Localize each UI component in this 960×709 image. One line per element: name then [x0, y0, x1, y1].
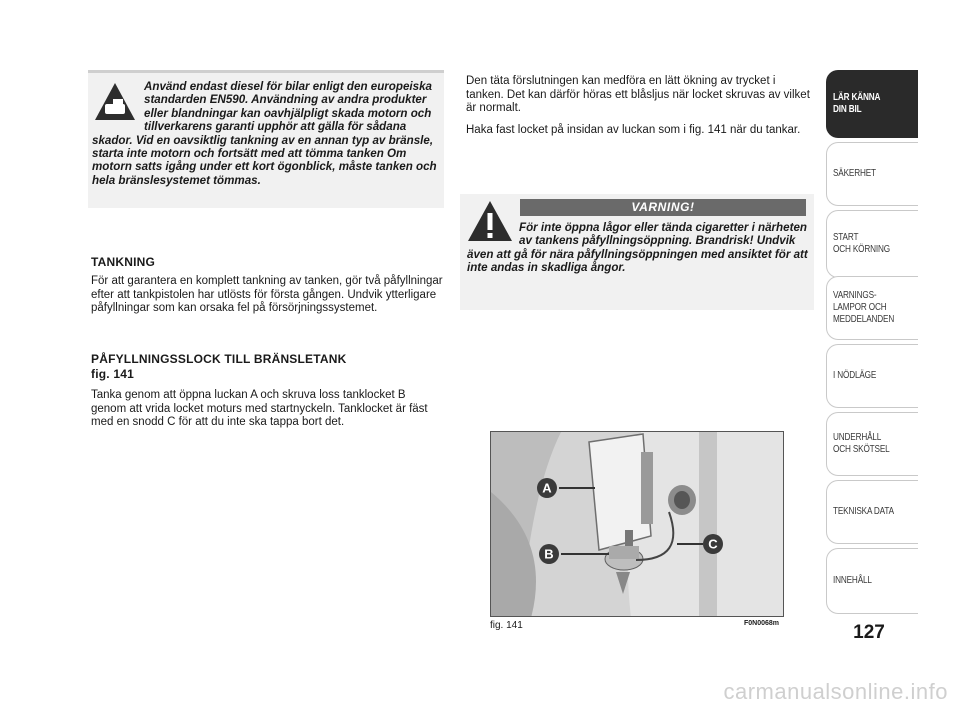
- tab-varningslampor[interactable]: [826, 276, 918, 340]
- tab-tekniska-data[interactable]: [826, 480, 918, 544]
- warning-text: För inte öppna lågor eller tända cigaretter i närheten av tankens påfyllningsöppning. Brandrisk! Undvik även att gå för nära påfyllningsöppningen med ansiktet för att inte andas in skadliga ångor.: [467, 221, 808, 275]
- tab-i-nodlage[interactable]: [826, 344, 918, 408]
- section-heading-fuel-cap: PÅFYLLNINGSSLOCK TILL BRÄNSLETANK: [91, 352, 347, 366]
- hook-cap-paragraph: Haka fast locket på insidan av luckan som i fig. 141 när du tankar.: [466, 124, 801, 136]
- section-heading-tankning: TANKNING: [91, 255, 156, 269]
- tab-underhall-och-skotsel[interactable]: [826, 412, 918, 476]
- fuel-note-text: Använd endast diesel för bilar enligt den europeiska standarden EN590. Användning av andra produkter eller blandningar kan oavhjälpligt skada motorn och tillverkarens garanti upphör att gälla för sådana skador. Vid en oavsiktlig tankning av en annan typ av bränsle, starta inte motorn och fortsätt med att tömma tanken Om motorn satts igång under ett kort ögonblick, måste tanken och hela bränslesystemet tömmas.: [92, 80, 437, 187]
- tab-sakerhet[interactable]: [826, 142, 918, 206]
- tab-label: I NÖDLÄGE: [833, 370, 877, 381]
- callout-a-label: A: [542, 480, 552, 496]
- callout-b-label: B: [544, 546, 554, 562]
- tab-label: INNEHÅLL: [833, 575, 872, 586]
- watermark: carmanualsonline.info: [723, 679, 948, 704]
- section-heading-fig-ref: fig. 141: [91, 367, 134, 381]
- tab-lar-kanna-din-bil[interactable]: [826, 70, 918, 138]
- fuel-cap-body: Tanka genom att öppna luckan A och skruva loss tanklocket B genom att vrida locket moturs med startnyckeln. Tanklocket är fäst med en snodd C för att du inte ska tappa bort det.: [91, 389, 428, 429]
- tab-label: START OCH KÖRNING: [833, 232, 890, 255]
- figure-caption: fig. 141: [490, 620, 523, 631]
- fuel-cap-illustration: [491, 432, 784, 617]
- tab-label: SÄKERHET: [833, 168, 876, 179]
- tab-innehall[interactable]: [826, 548, 918, 614]
- figure-code: F0N0068m: [744, 620, 780, 627]
- warning-title: VARNING!: [520, 199, 806, 216]
- callout-badge-b: [539, 544, 559, 564]
- pressure-paragraph: Den täta förslutningen kan medföra en lätt ökning av trycket i tanken. Det kan därför höras ett blåsljus när locket skruvas av vilket är normalt.: [466, 75, 810, 115]
- tankning-body: För att garantera en komplett tankning av tanken, gör två påfyllningar efter att tankpistolen har utlösts för första gången. Undvik ytterligare påfyllningar som kan orsaka fel på försörjningssystemet.: [91, 275, 443, 315]
- tab-start-och-korning[interactable]: [826, 210, 918, 278]
- callout-badge-c: [703, 534, 723, 554]
- tab-label: VARNINGS- LAMPOR OCH MEDDELANDEN: [833, 290, 895, 325]
- page-number: 127: [853, 622, 885, 643]
- tab-label: UNDERHÅLL OCH SKÖTSEL: [833, 432, 890, 455]
- fuel-cap-figure: [490, 431, 784, 617]
- tab-label: TEKNISKA DATA: [833, 506, 894, 517]
- tab-label: LÄR KÄNNA DIN BIL: [833, 92, 881, 115]
- callout-c-label: C: [708, 536, 718, 552]
- callout-badge-a: [537, 478, 557, 498]
